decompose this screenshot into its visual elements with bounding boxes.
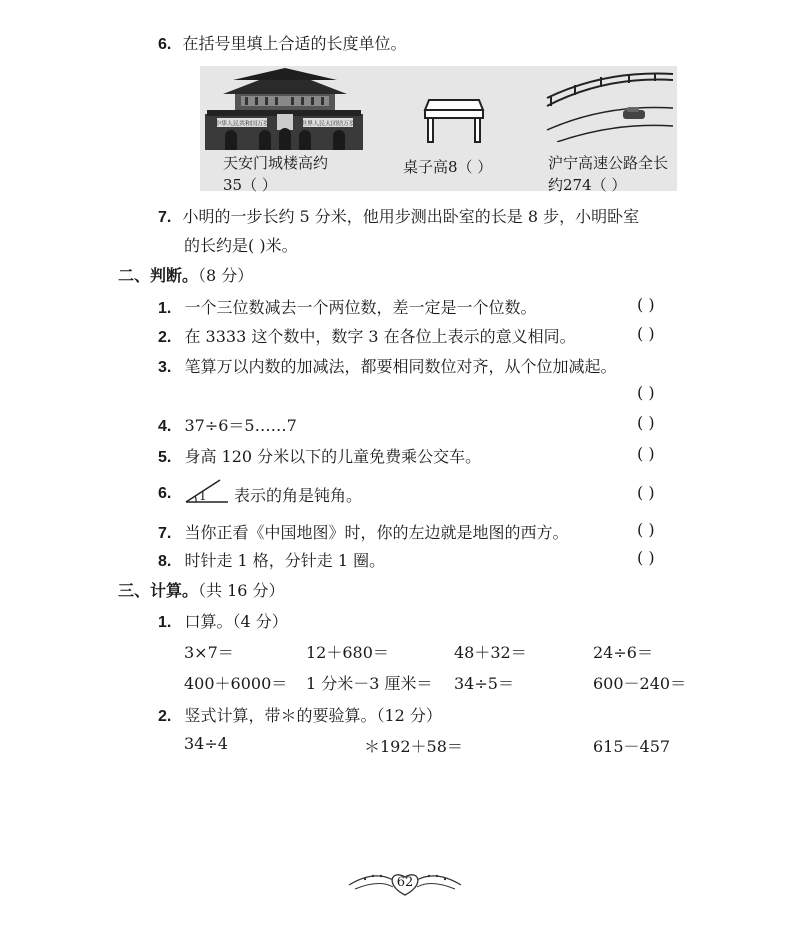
section3-title — [118, 578, 285, 601]
judge-item-text: 身高 120 分米以下的儿童免费乘公交车。 — [184, 447, 482, 466]
q7-text-line2: 的长约是( )米。 — [184, 236, 298, 255]
oral-calc-item: 12＋680＝ — [306, 643, 389, 662]
oral-calc-item: 600－240＝ — [593, 674, 687, 693]
written-calc-item: 615－457 — [593, 737, 671, 756]
pic-label-table: 桌子高8（ ） — [403, 158, 493, 176]
judge-answer-paren[interactable]: ( ) — [637, 483, 655, 502]
judge-answer-paren[interactable]: ( ) — [637, 383, 655, 402]
section2-title — [118, 263, 253, 286]
judge-item-text: 在 3333 这个数中，数字 3 在各位上表示的意义相同。 — [184, 327, 576, 346]
calc-sub2-number: 2. — [158, 708, 172, 725]
section2-points: （8 分） — [198, 266, 254, 285]
oral-calc-item: 24÷6＝ — [593, 643, 653, 662]
q6-line — [158, 31, 406, 54]
judge-answer-paren[interactable]: ( ) — [637, 324, 655, 343]
judge-item-number: 4. — [158, 418, 172, 435]
written-calc-item: 34÷4 — [184, 734, 228, 753]
judge-item-number: 1. — [158, 300, 172, 317]
judge-item — [158, 413, 297, 436]
q7-number: 7. — [158, 209, 172, 226]
gate-banner-left: 中华人民共和国万岁 — [214, 120, 270, 128]
judge-item-number: 2. — [158, 329, 172, 346]
pic-label-gate — [223, 152, 373, 196]
judge-answer-paren[interactable]: ( ) — [637, 444, 655, 463]
judge-item-text: 笔算万以内数的加减法，都要相同数位对齐，从个位加减起。 — [184, 357, 617, 376]
calc-sub2-title — [158, 703, 442, 726]
oral-calc-item: 1 分米－3 厘米＝ — [306, 674, 433, 693]
judge-item-angle — [158, 483, 171, 503]
judge-item — [158, 354, 616, 377]
pic-label-highway-line2: 约274（ ） — [548, 176, 627, 194]
gate-banner-right: 世界人民大团结万岁 — [300, 120, 356, 128]
angle-label: 1 — [199, 489, 207, 503]
judge-item — [158, 295, 536, 318]
judge-answer-paren[interactable]: ( ) — [637, 413, 655, 432]
judge-item-text: 当你正看《中国地图》时，你的左边就是地图的西方。 — [184, 523, 569, 542]
oral-calc-item: 400＋6000＝ — [184, 674, 288, 693]
judge-item-number: 6. — [158, 485, 172, 502]
judge-item-number: 7. — [158, 525, 172, 542]
judge-item-number: 8. — [158, 553, 172, 570]
pic-label-gate-line2: 35（ ） — [223, 176, 277, 194]
section3-points: （共 16 分） — [198, 581, 285, 600]
q7-line1 — [158, 204, 639, 227]
q6-text: 在括号里填上合适的长度单位。 — [182, 34, 407, 53]
oral-calc-item: 34÷5＝ — [454, 674, 514, 693]
judge-answer-paren[interactable]: ( ) — [637, 295, 655, 314]
calc-sub1-title — [158, 609, 288, 632]
judge-item — [158, 444, 481, 467]
q6-number: 6. — [158, 36, 172, 53]
pic-label-highway-line1: 沪宁高速公路全长 — [548, 154, 669, 172]
pic-label-gate-line1: 天安门城楼高约 — [223, 154, 329, 172]
judge-answer-paren[interactable]: ( ) — [637, 520, 655, 539]
table-image — [423, 98, 485, 144]
judge-item-number: 3. — [158, 359, 172, 376]
calc-sub1-text: 口算。（4 分） — [184, 612, 288, 631]
section3-heading: 三、计算。 — [118, 581, 199, 600]
calc-sub1-number: 1. — [158, 614, 172, 631]
tiananmen-gate-image — [205, 68, 365, 150]
acute-angle-icon — [184, 476, 230, 506]
judge-item-text: 37÷6＝5……7 — [184, 416, 297, 435]
oral-calc-item: 3×7＝ — [184, 643, 234, 662]
judge-answer-paren[interactable]: ( ) — [637, 548, 655, 567]
judge-item-text: 一个三位数减去一个两位数，差一定是一个位数。 — [184, 298, 537, 317]
calc-sub2-text: 竖式计算，带＊的要验算。（12 分） — [184, 706, 442, 725]
judge-item — [158, 548, 385, 571]
written-calc-item: ＊192＋58＝ — [364, 737, 463, 756]
judge-item-text: 表示的角是钝角。 — [234, 486, 363, 505]
judge-item-number: 5. — [158, 449, 172, 466]
q7-text-line1: 小明的一步长约 5 分米，他用步测出卧室的长是 8 步，小明卧室 — [182, 207, 640, 226]
oral-calc-item: 48＋32＝ — [454, 643, 527, 662]
pic-label-highway — [548, 152, 688, 196]
judge-item — [158, 324, 576, 347]
judge-item — [158, 520, 568, 543]
judge-item-text: 时针走 1 格，分针走 1 圈。 — [184, 551, 386, 570]
page-number: 62 — [396, 875, 414, 890]
highway-image — [545, 72, 675, 142]
section2-heading: 二、判断。 — [118, 266, 199, 285]
